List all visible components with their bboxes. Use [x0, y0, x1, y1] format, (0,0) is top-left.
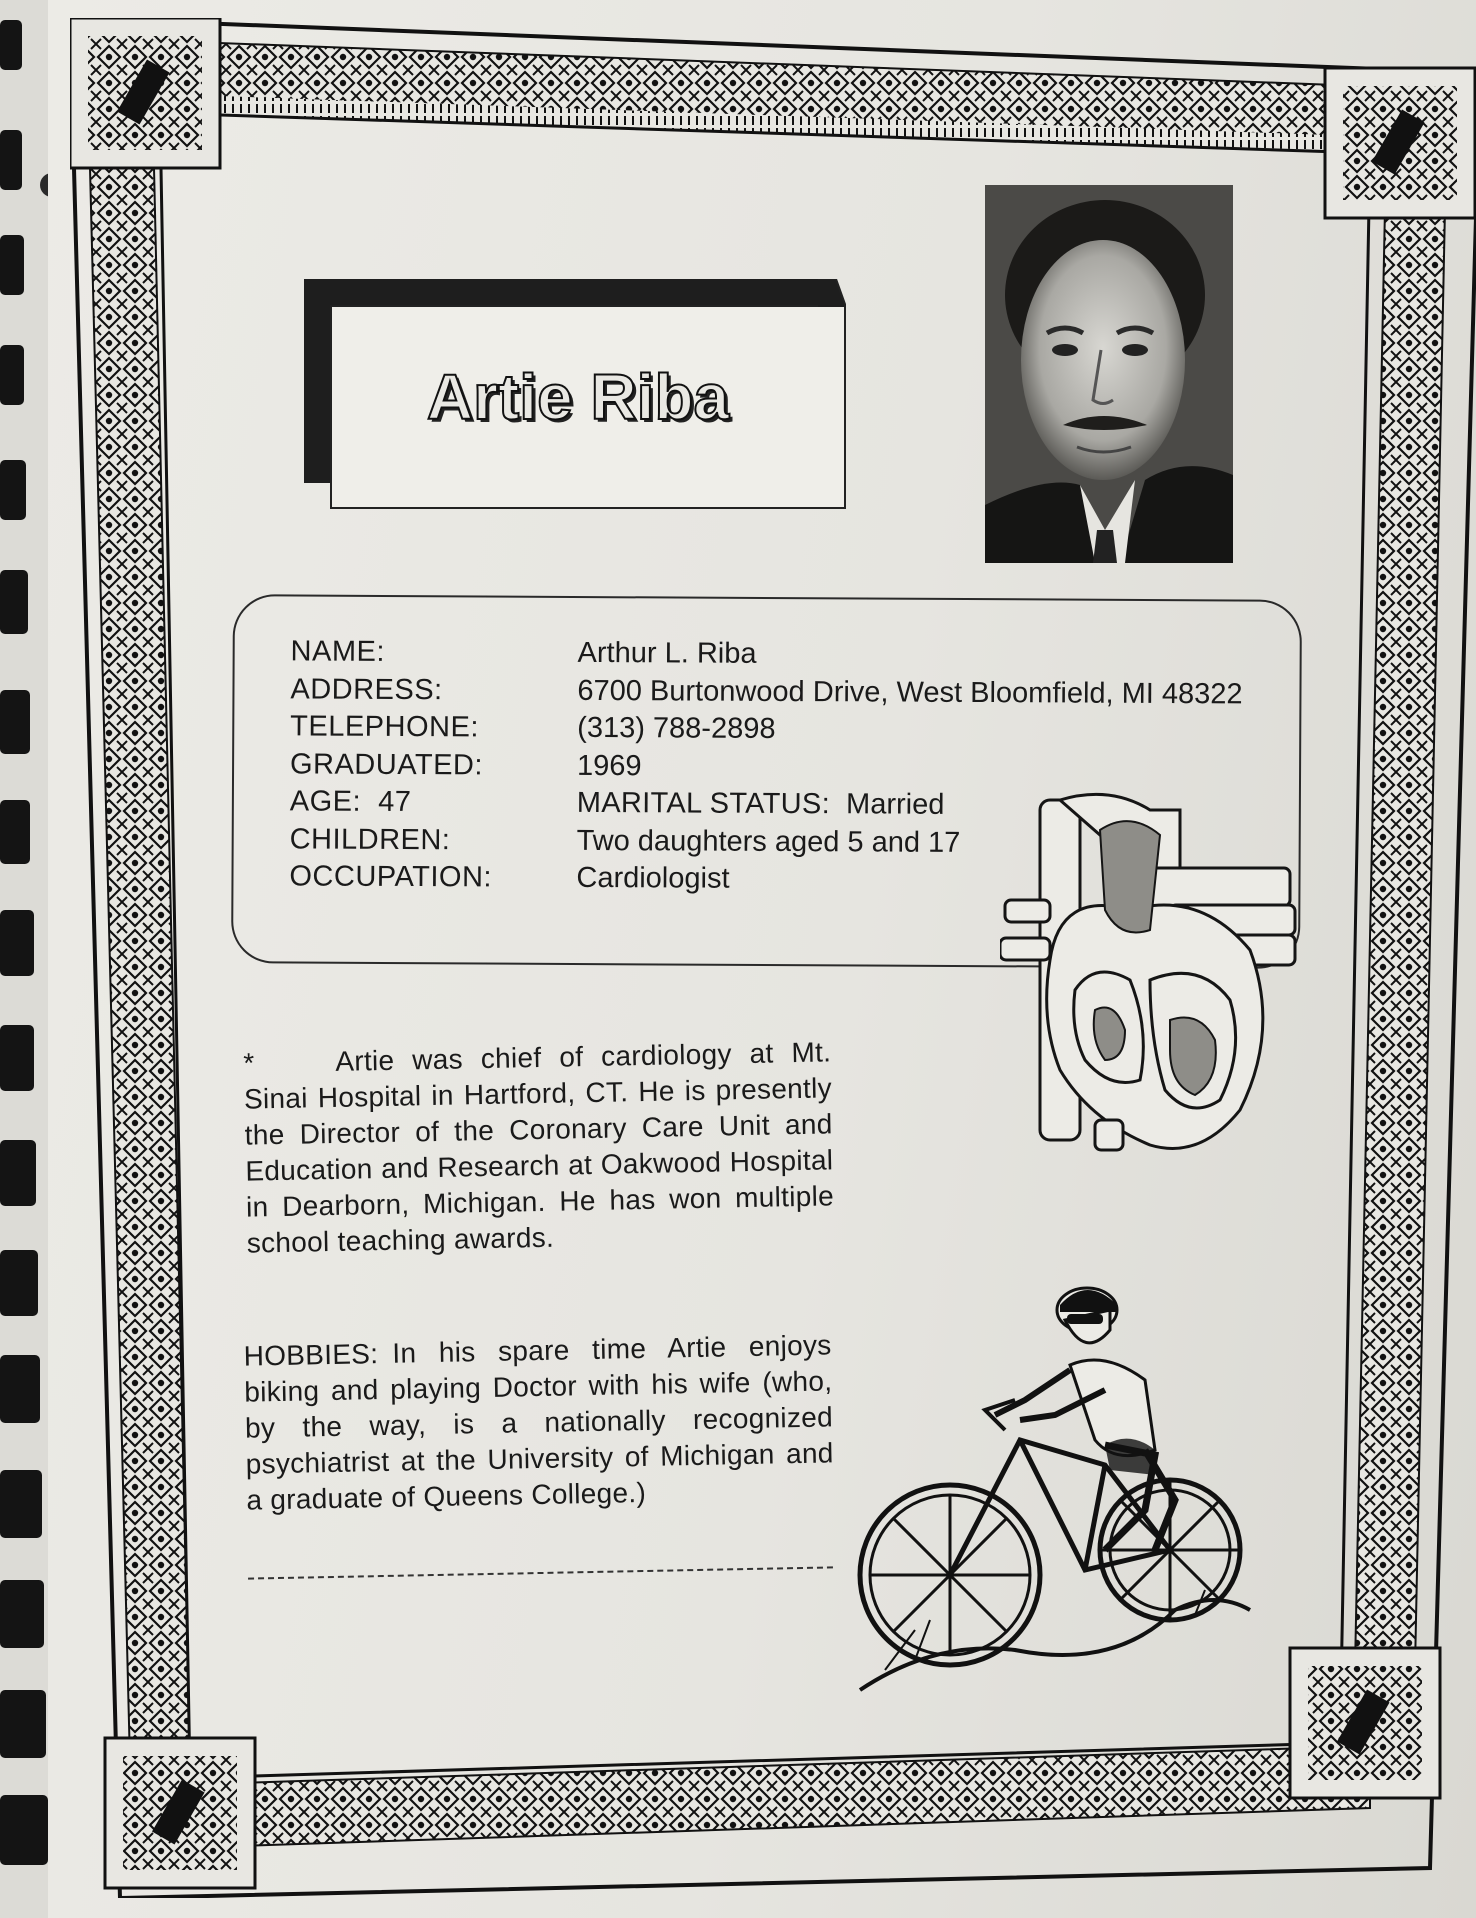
address-label: ADDRESS:: [290, 672, 443, 706]
profile-row-address: [290, 671, 1290, 714]
hobbies-text: In his spare time Artie enjoys biking and playing Doctor with his wife (who, by the way, is a nationally recognized psychiatrist at the University of Michigan and a graduate of Queens College.): [244, 1329, 834, 1516]
telephone-value: (313) 788-2898: [577, 711, 776, 745]
name-value: Arthur L. Riba: [577, 636, 757, 670]
heart-anatomy-illustration: [1000, 790, 1300, 1160]
cyclist-illustration: [855, 1250, 1255, 1700]
telephone-label: TELEPHONE:: [290, 710, 480, 744]
name-label: NAME:: [290, 635, 386, 668]
children-value: Two daughters aged 5 and 17: [576, 824, 961, 859]
occupation-value: Cardiologist: [576, 861, 730, 895]
age-label: AGE: 47: [289, 785, 412, 819]
marital-status-label: MARITAL STATUS:: [576, 786, 831, 821]
occupation-label: OCCUPATION:: [289, 860, 493, 894]
bio-paragraph: [243, 1034, 835, 1261]
portrait-photo: [985, 185, 1233, 563]
graduated-value: 1969: [576, 749, 642, 782]
name-title-box: [330, 305, 846, 509]
bio-text: Artie was chief of cardiology at Mt. Sinai Hospital in Hartford, CT. He is presently the Director of the Coronary Care Unit and Education and Research at Oakwood Hospital in Dearborn, Michigan. He has won multiple school teaching awards.: [243, 1036, 835, 1259]
hobbies-label: HOBBIES:: [243, 1338, 379, 1372]
address-value: 6700 Burtonwood Drive, West Bloomfield, MI 48322: [577, 674, 1243, 710]
children-label: CHILDREN:: [289, 822, 451, 856]
marital-status-value: Married: [846, 788, 945, 821]
profile-row-telephone: [290, 708, 1290, 751]
bio-marker: *: [243, 1047, 255, 1079]
page-title: Artie Riba: [426, 361, 730, 433]
graduated-label: GRADUATED:: [289, 747, 484, 781]
profile-row-graduated: [290, 746, 1290, 789]
profile-row-name: [290, 633, 1290, 676]
fold-corner-icon: [818, 279, 846, 307]
hobbies-paragraph: [243, 1327, 834, 1518]
